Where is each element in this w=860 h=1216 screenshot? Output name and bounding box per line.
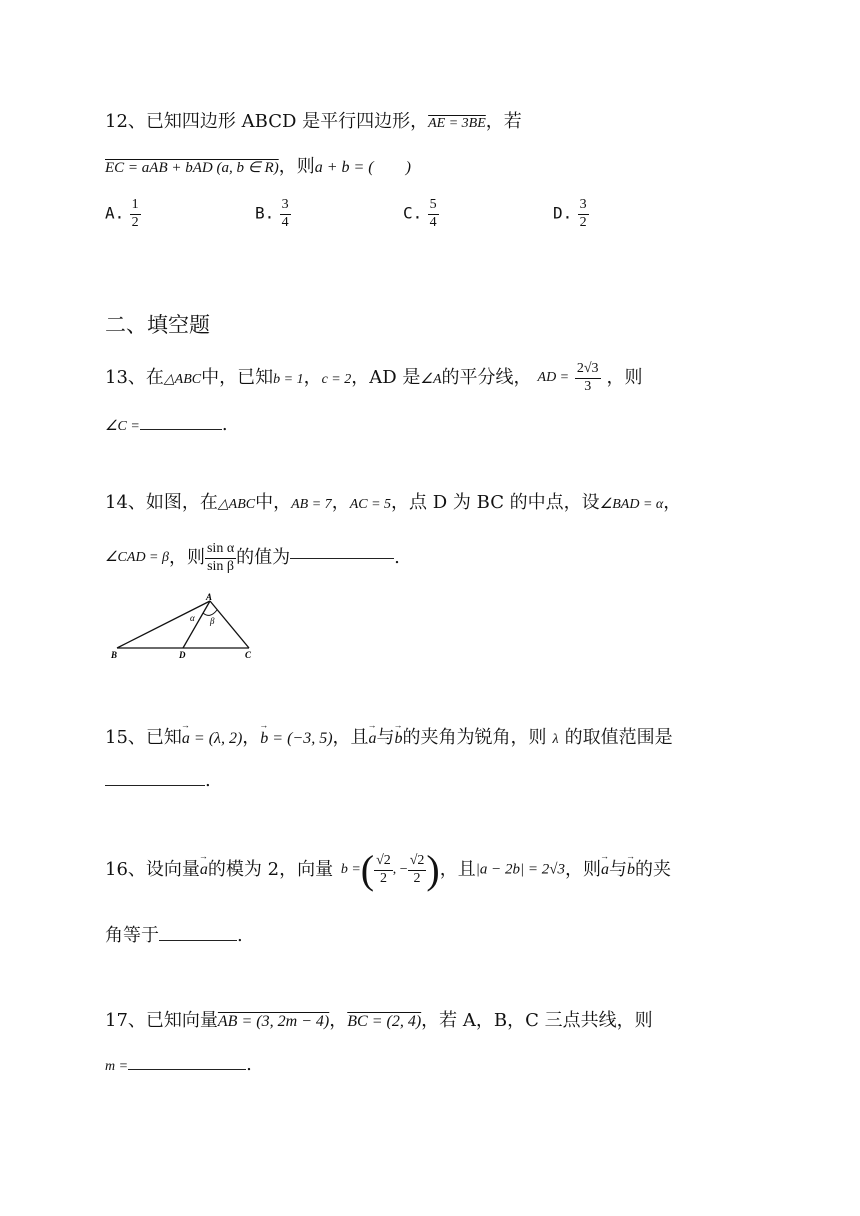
q16-math-b: b = (340, 862, 361, 877)
q14-triangle-figure (107, 591, 267, 661)
q13-math-angle-c: ∠C = (105, 419, 140, 434)
q14-text: 如图，在 (145, 492, 218, 513)
q13-text: 中，已知 (201, 367, 274, 389)
q16-text: 与 (608, 859, 627, 880)
q16-text: 设向量 (145, 859, 200, 880)
q15-text: 与 (376, 727, 395, 748)
q15-line2 (105, 772, 211, 790)
q14-text: ，则 (168, 547, 205, 569)
q17-line2 (105, 1056, 252, 1074)
q14-math-beta: ∠CAD = β (105, 550, 169, 566)
q13-line1 (105, 362, 643, 394)
q12-eq-ae: AE = 3BE (428, 116, 486, 131)
section-title: 二、填空题 (105, 313, 210, 337)
q12-number: 12、 (105, 111, 146, 132)
q16-fraction-1: $\frac{√2}{2}$ (376, 852, 391, 886)
q14-fraction: $\frac{\text{sin α}}{\text{sin β}}$ (206, 541, 235, 574)
q15-number: 15、 (105, 727, 146, 748)
q14-text: ， (331, 492, 350, 513)
q13-number: 13、 (105, 367, 146, 389)
q15-text: 已知 (145, 727, 182, 748)
close-paren: ) (426, 847, 440, 892)
q17-math-m: m = (105, 1059, 129, 1074)
option-label: B. (255, 203, 275, 223)
q16-comma: , − (392, 862, 408, 877)
q14-text: 的值为 (236, 547, 291, 569)
answer-blank[interactable] (140, 428, 222, 430)
q12-option-c[interactable] (403, 198, 439, 230)
q12-line1 (105, 113, 522, 131)
q15-text: 的夹角为锐角，则 (402, 727, 547, 748)
q14-line1 (105, 494, 681, 512)
q17-number: 17、 (105, 1010, 146, 1031)
q15-vec-a: a → (369, 731, 377, 747)
q15-math-a: a = (λ, 2) → (182, 731, 242, 747)
label-b: B (111, 650, 118, 660)
q16-fraction-2: $\frac{√2}{2}$ (409, 852, 425, 886)
q14-number: 14、 (105, 492, 146, 513)
q13-text: 的平分线， (441, 367, 532, 389)
q17-end: . (246, 1054, 252, 1075)
q14-math-ac: AC = 5 (349, 497, 392, 512)
q15-lambda: λ (552, 732, 559, 747)
segment-ac (210, 601, 249, 648)
q17-line1 (105, 1012, 653, 1030)
q12-text-1: 已知四边形 ABCD 是平行四边形， (145, 111, 429, 132)
q14-line2 (105, 542, 400, 574)
q14-math-ab: AB = 7 (291, 497, 332, 512)
q12-eq-sum: a + b = ( ) (314, 159, 411, 176)
q13-text: ，则 (606, 367, 643, 389)
q17-math-ab: AB = (3, 2m − 4) (217, 1013, 330, 1030)
q16-text: ，且 (439, 859, 476, 880)
q15-text: 的取值范围是 (564, 727, 673, 748)
q16-vec-a2: a → (601, 862, 609, 878)
q12-option-a[interactable] (105, 198, 141, 230)
q16-vec-b2: b → (627, 862, 635, 878)
q14-math-alpha: ∠BAD = α (599, 497, 664, 512)
label-beta: β (210, 616, 215, 626)
q12-option-d[interactable] (553, 198, 589, 230)
q16-vec-a: a → (200, 862, 208, 878)
q13-text: ， (303, 367, 322, 389)
q12-eq-ec: EC = aAB + bAD (a, b ∈ R) (105, 160, 279, 176)
q15-text: ，且 (332, 727, 369, 748)
label-alpha: α (190, 613, 195, 623)
label-d: D (179, 650, 186, 660)
q17-math-bc: BC = (2, 4) (347, 1013, 422, 1030)
q13-math-triangle: △ABC (163, 372, 202, 388)
q13-end: . (221, 414, 228, 435)
answer-blank[interactable] (105, 784, 205, 786)
q16-math-abs: |a − 2b| = 2√3 (475, 861, 565, 878)
answer-blank[interactable] (159, 939, 237, 941)
q13-math-c: c = 2 (321, 372, 352, 388)
q14-text: 中， (255, 492, 292, 513)
q17-text: 已知向量 (145, 1010, 218, 1031)
q16-end: . (237, 925, 243, 946)
open-paren: ( (360, 847, 375, 892)
option-label: C. (403, 203, 423, 223)
q16-text: 角等于 (105, 925, 159, 946)
q13-math-angle-a: ∠A (420, 372, 442, 388)
q13-fraction: $\frac{2√3}{3}$ (576, 361, 599, 394)
q12-option-b[interactable] (255, 198, 291, 230)
q16-text: 的夹 (634, 859, 671, 880)
q13-line2 (105, 416, 228, 434)
q15-vec-b: b → (395, 731, 403, 747)
q13-math-ad: AD = (537, 370, 570, 386)
q14-text: ， (663, 492, 682, 513)
label-a: A (206, 592, 213, 602)
q15-math-b: b = (−3, 5) → (260, 731, 332, 747)
q16-line2 (105, 927, 243, 945)
answer-blank[interactable] (290, 557, 394, 559)
q16-number: 16、 (105, 859, 146, 880)
q15-line1 (105, 729, 673, 747)
q16-text: ，则 (564, 859, 601, 880)
option-fraction: $\frac{3}{4}$ (281, 197, 289, 230)
option-fraction: $\frac{1}{2}$ (131, 197, 139, 230)
q12-line2 (105, 158, 411, 176)
q15-text: ， (242, 727, 261, 748)
option-label: A. (105, 203, 125, 223)
q15-end: . (205, 770, 211, 791)
q17-text: ， (329, 1010, 348, 1031)
q14-end: . (394, 547, 400, 569)
q13-text: ，AD 是 (351, 367, 421, 389)
q16-text: 的模为 2，向量 (207, 859, 334, 880)
q12-text-3: ，则 (278, 156, 315, 177)
option-fraction: $\frac{3}{2}$ (579, 197, 587, 230)
q13-text: 在 (145, 367, 164, 389)
option-fraction: $\frac{5}{4}$ (429, 197, 437, 230)
q14-text: ，点 D 为 BC 的中点，设 (391, 492, 600, 513)
label-c: C (245, 650, 252, 660)
q16-line1 (105, 847, 671, 892)
q12-text-2: ，若 (485, 111, 522, 132)
option-label: D. (553, 203, 573, 223)
answer-blank[interactable] (128, 1068, 246, 1070)
q17-text: ，若 A，B，C 三点共线，则 (421, 1010, 653, 1031)
q13-math-b: b = 1 (273, 372, 304, 388)
q14-math-triangle: △ABC (217, 497, 256, 512)
